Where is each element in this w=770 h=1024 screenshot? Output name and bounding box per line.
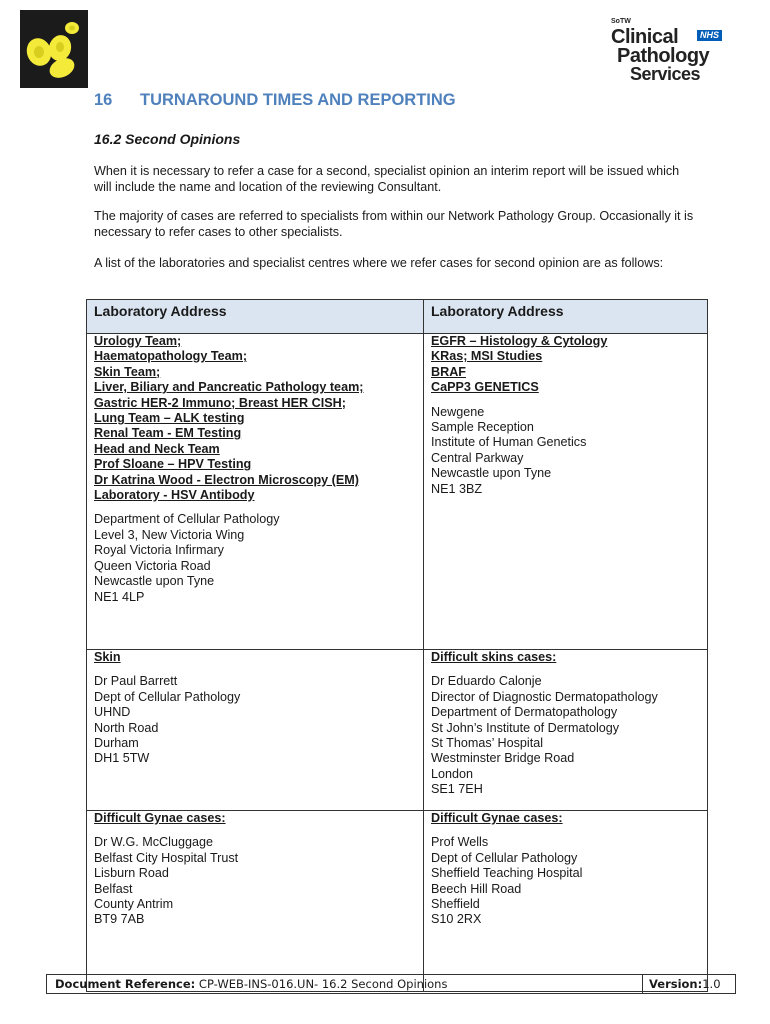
paragraph-interim-report: When it is necessary to refer a case for a second, specialist opinion an interim report will be issued which will include the name and location of the reviewing Consultant. (94, 164, 680, 194)
lab-team-title: Renal Team - EM Testing (94, 426, 242, 441)
lab-team-title: Laboratory - HSV Antibody (94, 488, 255, 503)
paragraph-lab-list-intro: A list of the laboratories and specialist centres where we refer cases for second opinion are as follows: (94, 256, 664, 270)
address-line: NE1 3BZ (431, 481, 483, 496)
address-line: Durham (94, 736, 139, 751)
address-line: DH1 5TW (94, 751, 150, 766)
address-line: Sheffield (431, 897, 480, 912)
lab-team-title: Urology Team; (94, 334, 182, 348)
address-line: S10 2RX (431, 912, 482, 927)
address-line: Sample Reception (431, 420, 534, 435)
spacer (431, 396, 700, 405)
laboratory-table (86, 299, 708, 992)
version-label: Version: (649, 977, 703, 991)
address-line: Beech Hill Road (431, 881, 522, 896)
paragraph-network-group: The majority of cases are referred to specialists from within our Network Pathology Group. Occasionally it is necessary to refer cases to other specialists. (94, 209, 694, 239)
address-line: Belfast (94, 881, 133, 896)
address-line: St John’s Institute of Dermatology (431, 720, 620, 735)
address-line: Royal Victoria Infirmary (94, 543, 224, 558)
table-row (87, 811, 708, 992)
address-line: BT9 7AB (94, 912, 145, 927)
lab-team-title: Head and Neck Team (94, 441, 220, 456)
address-line: Department of Cellular Pathology (94, 512, 280, 527)
address-line: Dr W.G. McCluggage (94, 835, 213, 850)
lab-team-title: Difficult Gynae cases: (431, 811, 563, 825)
lab-cell-right (424, 811, 708, 992)
address-line: Dept of Cellular Pathology (431, 850, 578, 865)
address-line: Director of Diagnostic Dermatopathology (431, 689, 658, 704)
lab-team-title: Difficult Gynae cases: (94, 811, 226, 825)
address-line: UHND (94, 705, 131, 720)
address-line: SE1 7EH (431, 782, 483, 797)
address-line: Dr Eduardo Calonje (431, 674, 542, 689)
clinical-pathology-services-logo (605, 18, 727, 86)
lab-cell-right (424, 334, 708, 650)
subsection-title: 16.2 Second Opinions (94, 131, 241, 147)
spacer (431, 826, 700, 835)
nhs-badge: NHS (697, 30, 722, 41)
address-line: Newcastle upon Tyne (431, 466, 552, 481)
section-title: TURNAROUND TIMES AND REPORTING (140, 91, 456, 109)
address-line: Department of Dermatopathology (431, 705, 618, 720)
lab-team-title: Prof Sloane – HPV Testing (94, 457, 252, 472)
lab-cell-left (87, 650, 424, 811)
table-header-left: Laboratory Address (87, 300, 424, 334)
section-number: 16 (94, 91, 113, 109)
address-line: Queen Victoria Road (94, 558, 211, 573)
address-line: Sheffield Teaching Hospital (431, 866, 583, 881)
address-line: NE1 4LP (94, 589, 145, 604)
address-line: St Thomas’ Hospital (431, 736, 543, 751)
address-line: Newgene (431, 404, 485, 419)
lab-cell-right (424, 650, 708, 811)
document-reference (55, 975, 447, 993)
lab-team-title: Skin Team; (94, 364, 161, 379)
table-row (87, 650, 708, 811)
logo-word-3: Services (630, 64, 701, 84)
lab-team-title: Lung Team – ALK testing (94, 411, 245, 426)
spacer (431, 665, 700, 674)
logo-org: SoTW (611, 18, 631, 25)
lab-team-title: EGFR – Histology & Cytology (431, 334, 608, 348)
lab-team-title: Gastric HER-2 Immuno; Breast HER CISH; (94, 395, 346, 410)
spacer (94, 826, 416, 835)
lab-team-title: Liver, Biliary and Pancreatic Pathology team; (94, 380, 364, 395)
logo-word-1: Clinical (611, 26, 679, 48)
spacer (94, 665, 416, 674)
address-line: Newcastle upon Tyne (94, 574, 215, 589)
lab-team-title: Haematopathology Team; (94, 349, 248, 364)
address-line: Lisburn Road (94, 866, 169, 881)
lab-cell-left (87, 811, 424, 992)
address-line: County Antrim (94, 897, 174, 912)
lab-team-title: Difficult skins cases: (431, 650, 557, 664)
address-line: Dr Paul Barrett (94, 674, 178, 689)
ref-value: CP-WEB-INS-016.UN- 16.2 Second Opinions (195, 977, 448, 991)
lab-team-title: CaPP3 GENETICS (431, 380, 539, 395)
lab-team-title: KRas; MSI Studies (431, 349, 543, 364)
version-value: 1.0 (702, 977, 721, 991)
address-line: Level 3, New Victoria Wing (94, 527, 245, 542)
table-row (87, 334, 708, 650)
address-line: Dept of Cellular Pathology (94, 689, 241, 704)
spacer (94, 503, 416, 512)
address-line: North Road (94, 720, 159, 735)
address-line: Westminster Bridge Road (431, 751, 575, 766)
address-line: Central Parkway (431, 450, 524, 465)
table-header-right: Laboratory Address (424, 300, 708, 334)
cells-logo-icon (20, 10, 88, 88)
document-footer (46, 974, 736, 994)
logo-word-2: Pathology (617, 45, 710, 67)
address-line: London (431, 766, 474, 781)
lab-team-title: Skin (94, 650, 121, 664)
lab-team-title: BRAF (431, 364, 466, 379)
lab-team-title: Dr Katrina Wood - Electron Microscopy (EM) (94, 472, 359, 487)
ref-label: Document Reference: (55, 977, 196, 991)
address-line: Prof Wells (431, 835, 489, 850)
document-version (642, 975, 735, 993)
section-heading (94, 91, 456, 110)
lab-cell-left (87, 334, 424, 650)
address-line: Belfast City Hospital Trust (94, 850, 239, 865)
address-line: Institute of Human Genetics (431, 435, 587, 450)
